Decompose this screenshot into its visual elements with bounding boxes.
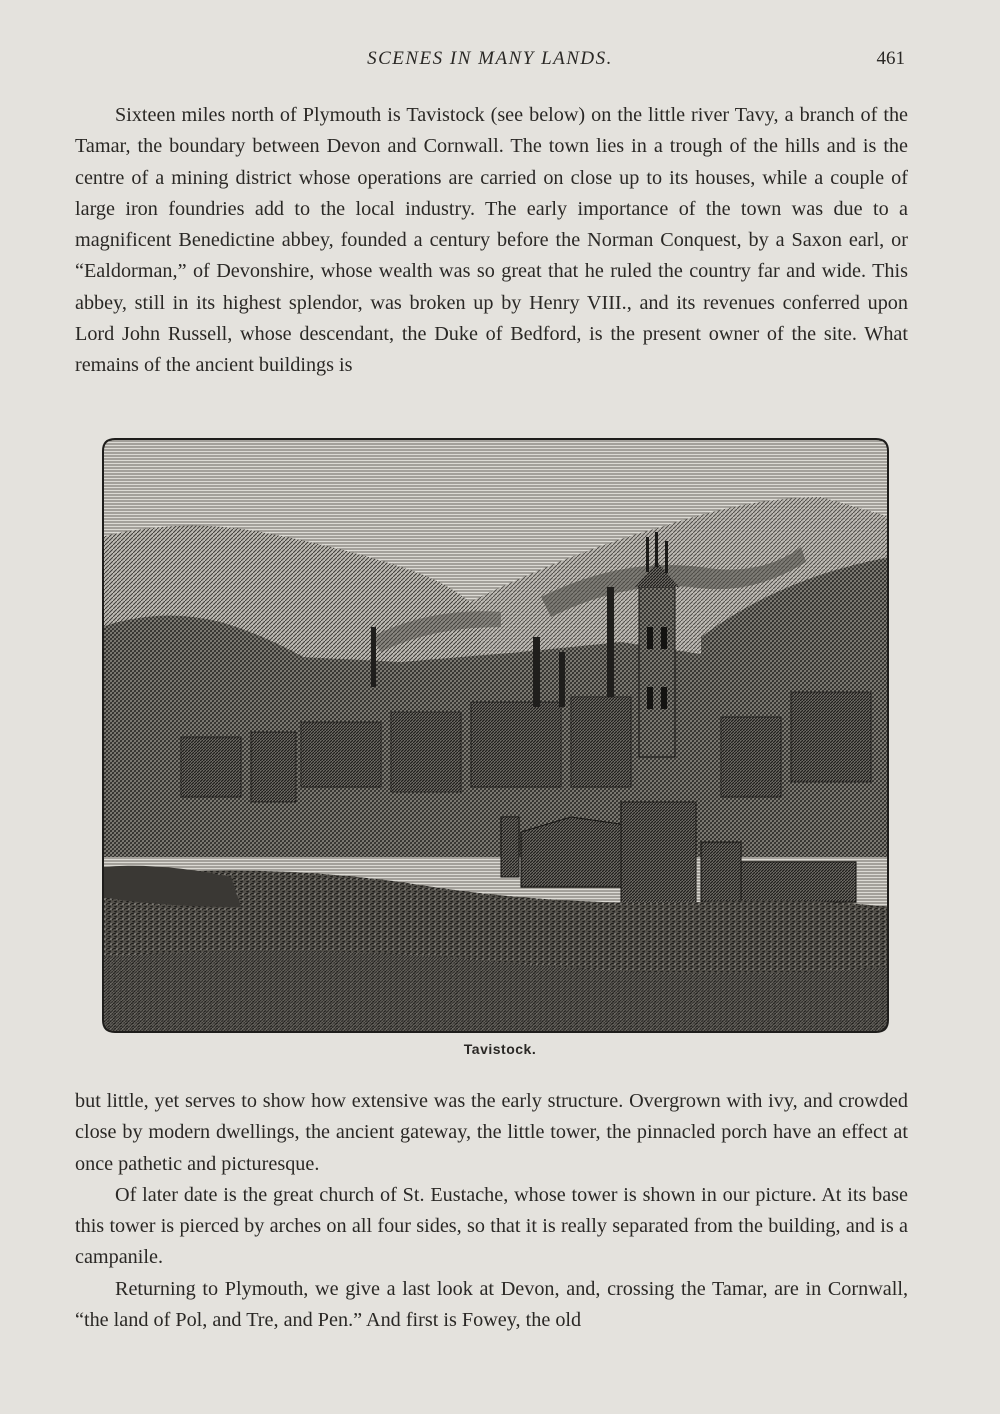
running-head	[75, 48, 905, 76]
page-number: 461	[876, 48, 905, 69]
bottom-text-block	[75, 1086, 908, 1336]
figure-caption: Tavistock.	[463, 1041, 537, 1057]
paragraph-st-eustache: Of later date is the great church of St. Eustache, whose tower is shown in our picture. At its base this tower is pierced by arches on all four sides, so that it is really separated from the building, and is a campanile.	[75, 1183, 908, 1269]
paragraph-ruins-continued: but little, yet serves to show how extensive was the early structure. Overgrown with ivy, and crowded close by modern dwellings, the ancient gateway, the little tower, the pinnacled porch have an effect at once pathetic and picturesque.	[75, 1090, 908, 1175]
engraving-illustration	[101, 437, 890, 1034]
paragraph-cornwall: Returning to Plymouth, we give a last look at Devon, and, crossing the Tamar, are in Cornwall, “the land of Pol, and Tre, and Pen.” And first is Fowey, the old	[75, 1277, 908, 1332]
running-title: SCENES IN MANY LANDS.	[367, 48, 613, 69]
paragraph-tavistock-intro: Sixteen miles north of Plymouth is Tavistock (see below) on the little river Tavy, a branch of the Tamar, the boundary between Devon and Cornwall. The town lies in a trough of the hills and is the centre of a mining district whose operations are carried on close up to its houses, while a couple of large iron foundries add to the local industry. The early importance of the town was due to a magnificent Benedictine abbey, founded a century before the Norman Conquest, by a Saxon earl, or “Ealdorman,” of Devonshire, whose wealth was so great that he ruled the country far and wide. This abbey, still in its highest splendor, was broken up by Henry VIII., and its revenues conferred upon Lord John Russell, whose descendant, the Duke of Bedford, is the present owner of the site. What remains of the ancient buildings is	[75, 104, 908, 377]
engraving-tavistock-picture	[101, 437, 890, 1034]
